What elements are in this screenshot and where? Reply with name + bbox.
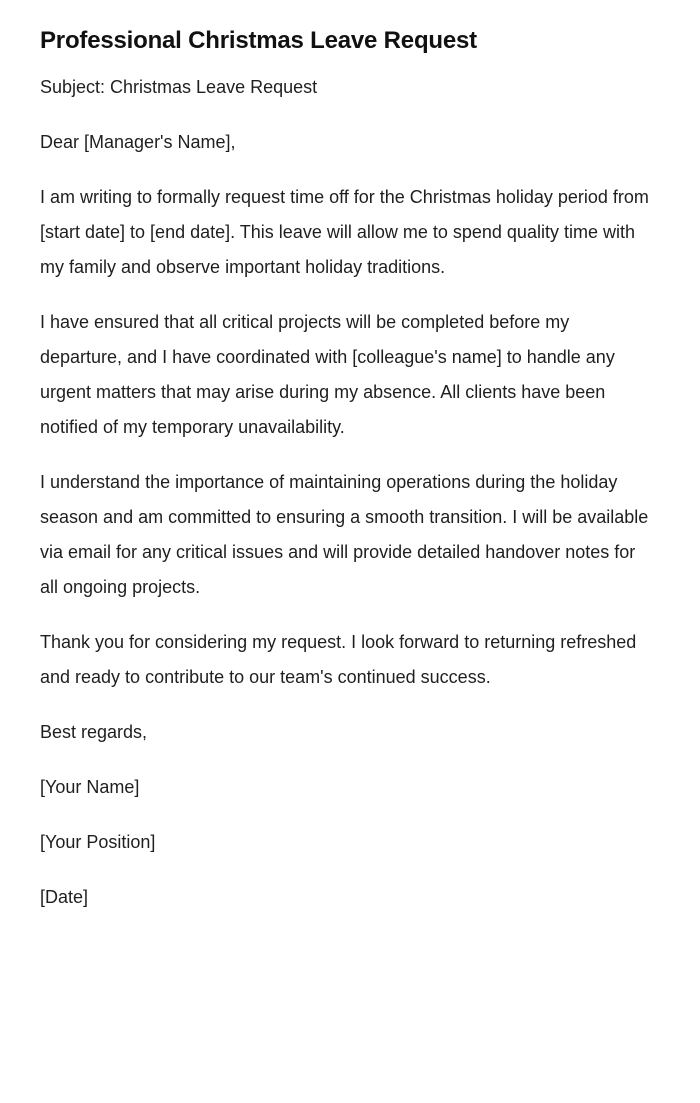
signature-date: [Date] xyxy=(40,887,89,907)
salutation: Dear [Manager's Name], xyxy=(40,132,236,152)
subject-line: Subject: Christmas Leave Request xyxy=(40,77,318,97)
page-title: Professional Christmas Leave Request xyxy=(40,27,477,54)
signature-name: [Your Name] xyxy=(40,777,140,797)
paragraph-commitment: I understand the importance of maintaining operations during the holiday season and am committed to ensuring a smooth transition. I will be available via email for any critical issues and will provide detailed handover notes for all ongoing projects. xyxy=(40,472,649,597)
paragraph-thanks: Thank you for considering my request. I look forward to returning refreshed and ready to contribute to our team's continued success. xyxy=(40,632,637,687)
paragraph-preparation: I have ensured that all critical projects will be completed before my departure, and I have coordinated with [colleague's name] to handle any urgent matters that may arise during my absence. All clients have been notified of my temporary unavailability. xyxy=(40,312,615,437)
paragraph-request: I am writing to formally request time off for the Christmas holiday period from [start date] to [end date]. This leave will allow me to spend quality time with my family and observe important holiday traditions. xyxy=(40,187,649,277)
closing: Best regards, xyxy=(40,722,148,742)
signature-position: [Your Position] xyxy=(40,832,156,852)
